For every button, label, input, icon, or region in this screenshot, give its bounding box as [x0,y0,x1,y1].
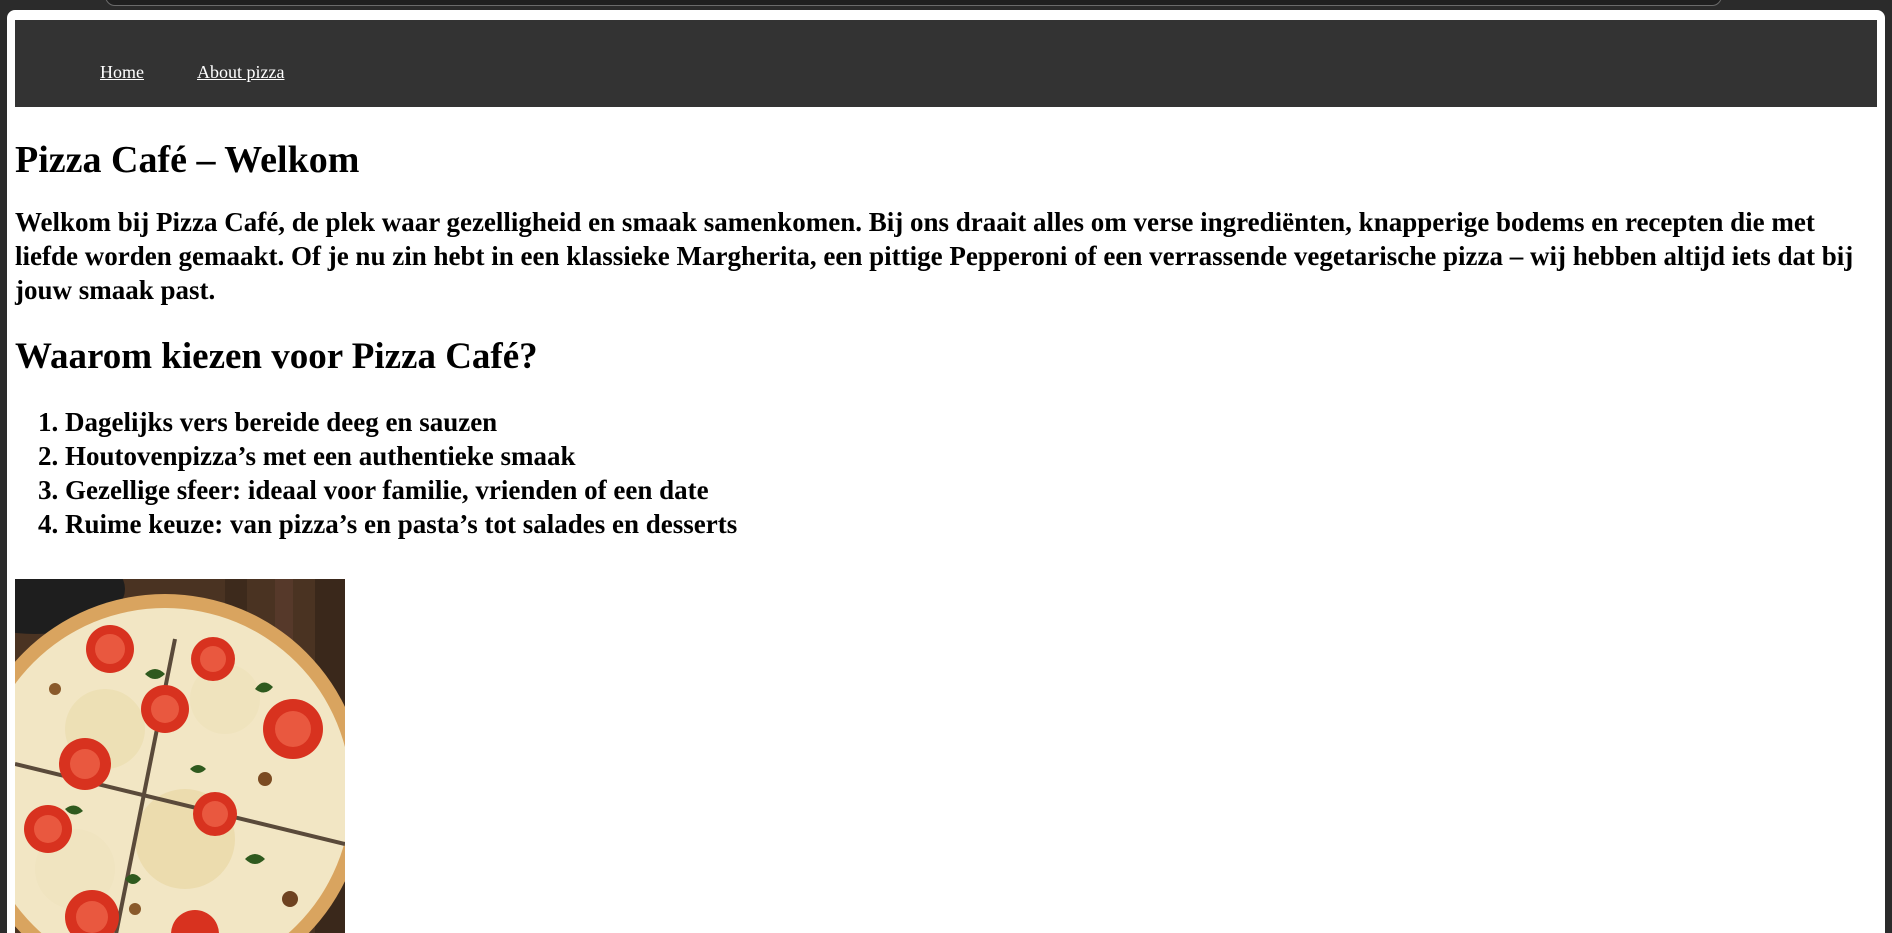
intro-paragraph: Welkom bij Pizza Café, de plek waar gezelligheid en smaak samenkomen. Bij ons draait alles om verse ingrediënten, knapperige bodems en recepten die met liefde worden gemaakt. Of je nu zin hebt in een klassieke Margherita, een pittige Pepperoni of een verrassende vegetarische pizza – wij hebben altijd iets dat bij jouw smaak past. [15,207,1854,305]
nav-link-about-pizza[interactable]: About pizza [197,62,285,82]
pizza-image [15,579,345,933]
list-item: 2. Houtovenpizza’s met een authentieke smaak [65,439,1875,473]
list-item: 1. Dagelijks vers bereide deeg en sauzen [65,405,1875,439]
nav-link-home[interactable]: Home [100,62,144,82]
page-title: Pizza Café – Welkom [15,139,360,181]
list-item: 4. Ruime keuze: van pizza’s en pasta’s tot salades en desserts [65,507,1875,541]
address-bar[interactable] [105,0,1722,6]
top-navbar [15,20,1877,107]
section-title: Waarom kiezen voor Pizza Café? [15,336,538,377]
main-content [15,138,1875,541]
reasons-list [15,405,1875,541]
list-item: 3. Gezellige sfeer: ideaal voor familie, vrienden of een date [65,473,1875,507]
page-viewport [7,10,1885,933]
